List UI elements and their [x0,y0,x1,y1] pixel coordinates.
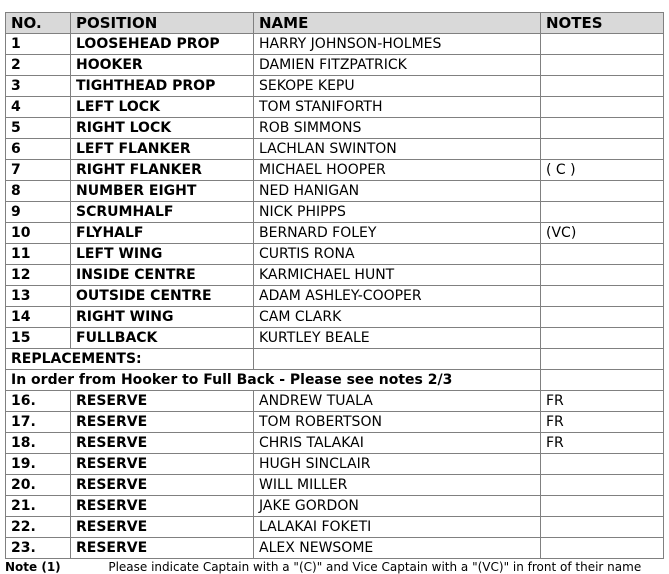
replacements-heading-row [6,349,664,370]
player-name: HARRY JOHNSON-HOLMES [254,34,541,55]
starter-row [6,181,664,202]
player-number: 20. [6,475,71,496]
starter-row [6,139,664,160]
reserve-row [6,517,664,538]
starters-body [6,34,664,349]
player-number: 22. [6,517,71,538]
player-number: 23. [6,538,71,559]
player-position: RESERVE [71,538,254,559]
reserve-row [6,475,664,496]
header-row [6,13,664,34]
player-note [541,55,664,76]
player-note [541,286,664,307]
player-position: RESERVE [71,517,254,538]
player-note [541,202,664,223]
replacements-section [6,349,664,391]
player-name: JAKE GORDON [254,496,541,517]
player-name: CURTIS RONA [254,244,541,265]
player-name: CAM CLARK [254,307,541,328]
player-position: RESERVE [71,391,254,412]
player-position: RESERVE [71,412,254,433]
replacements-heading-blank [254,349,541,370]
replacements-heading: REPLACEMENTS: [6,349,254,370]
player-position: FLYHALF [71,223,254,244]
player-position: LEFT WING [71,244,254,265]
player-note [541,517,664,538]
player-number: 12 [6,265,71,286]
replacements-order-text: In order from Hooker to Full Back - Please see notes 2/3 [6,370,541,391]
footnote [5,560,665,574]
player-position: HOOKER [71,55,254,76]
replacements-order-row [6,370,664,391]
replacements-order-blank-notes [541,370,664,391]
reserve-row [6,412,664,433]
player-position: TIGHTHEAD PROP [71,76,254,97]
player-number: 17. [6,412,71,433]
player-number: 21. [6,496,71,517]
player-note: (VC) [541,223,664,244]
player-note [541,538,664,559]
player-name: DAMIEN FITZPATRICK [254,55,541,76]
reserve-row [6,538,664,559]
team-sheet-table [5,12,664,559]
player-position: FULLBACK [71,328,254,349]
player-position: RIGHT LOCK [71,118,254,139]
player-note [541,496,664,517]
player-name: SEKOPE KEPU [254,76,541,97]
player-note [541,97,664,118]
player-position: SCRUMHALF [71,202,254,223]
starter-row [6,286,664,307]
player-note [541,454,664,475]
starter-row [6,223,664,244]
footnote-text: Please indicate Captain with a "(C)" and Vice Captain with a "(VC)" in front of their name [108,560,642,574]
player-note [541,34,664,55]
reserves-body [6,391,664,559]
player-position: LOOSEHEAD PROP [71,34,254,55]
starter-row [6,160,664,181]
player-number: 5 [6,118,71,139]
starter-row [6,265,664,286]
player-number: 4 [6,97,71,118]
player-position: INSIDE CENTRE [71,265,254,286]
player-name: ANDREW TUALA [254,391,541,412]
player-number: 18. [6,433,71,454]
player-name: TOM STANIFORTH [254,97,541,118]
player-name: KARMICHAEL HUNT [254,265,541,286]
player-note [541,139,664,160]
player-number: 9 [6,202,71,223]
header-position: POSITION [71,13,254,34]
player-note [541,76,664,97]
player-number: 13 [6,286,71,307]
reserve-row [6,391,664,412]
player-number: 2 [6,55,71,76]
player-number: 11 [6,244,71,265]
player-note [541,181,664,202]
player-name: WILL MILLER [254,475,541,496]
reserve-row [6,454,664,475]
starter-row [6,34,664,55]
starter-row [6,55,664,76]
player-note [541,328,664,349]
starter-row [6,202,664,223]
player-name: ALEX NEWSOME [254,538,541,559]
replacements-heading-blank-notes [541,349,664,370]
player-number: 14 [6,307,71,328]
player-position: RESERVE [71,475,254,496]
reserve-row [6,496,664,517]
player-note [541,475,664,496]
starter-row [6,118,664,139]
player-note [541,244,664,265]
player-note: FR [541,391,664,412]
player-note [541,265,664,286]
player-name: NED HANIGAN [254,181,541,202]
player-number: 10 [6,223,71,244]
starter-row [6,328,664,349]
player-note: FR [541,433,664,454]
player-name: BERNARD FOLEY [254,223,541,244]
starter-row [6,307,664,328]
player-number: 7 [6,160,71,181]
starter-row [6,76,664,97]
player-number: 16. [6,391,71,412]
player-number: 15 [6,328,71,349]
player-position: RESERVE [71,433,254,454]
player-position: RESERVE [71,496,254,517]
footnote-label: Note (1) [5,560,61,574]
starter-row [6,244,664,265]
player-position: NUMBER EIGHT [71,181,254,202]
player-name: ROB SIMMONS [254,118,541,139]
player-number: 19. [6,454,71,475]
player-name: HUGH SINCLAIR [254,454,541,475]
header-no: NO. [6,13,71,34]
player-number: 8 [6,181,71,202]
player-name: ADAM ASHLEY-COOPER [254,286,541,307]
player-note [541,307,664,328]
player-position: OUTSIDE CENTRE [71,286,254,307]
player-name: NICK PHIPPS [254,202,541,223]
player-position: RIGHT WING [71,307,254,328]
player-number: 6 [6,139,71,160]
player-name: LALAKAI FOKETI [254,517,541,538]
starter-row [6,97,664,118]
player-name: KURTLEY BEALE [254,328,541,349]
reserve-row [6,433,664,454]
player-name: LACHLAN SWINTON [254,139,541,160]
player-position: LEFT FLANKER [71,139,254,160]
player-note: ( C ) [541,160,664,181]
player-number: 3 [6,76,71,97]
player-note: FR [541,412,664,433]
player-note [541,118,664,139]
player-name: TOM ROBERTSON [254,412,541,433]
player-position: RIGHT FLANKER [71,160,254,181]
player-name: CHRIS TALAKAI [254,433,541,454]
player-position: LEFT LOCK [71,97,254,118]
header-name: NAME [254,13,541,34]
header-notes: NOTES [541,13,664,34]
player-position: RESERVE [71,454,254,475]
player-number: 1 [6,34,71,55]
player-name: MICHAEL HOOPER [254,160,541,181]
